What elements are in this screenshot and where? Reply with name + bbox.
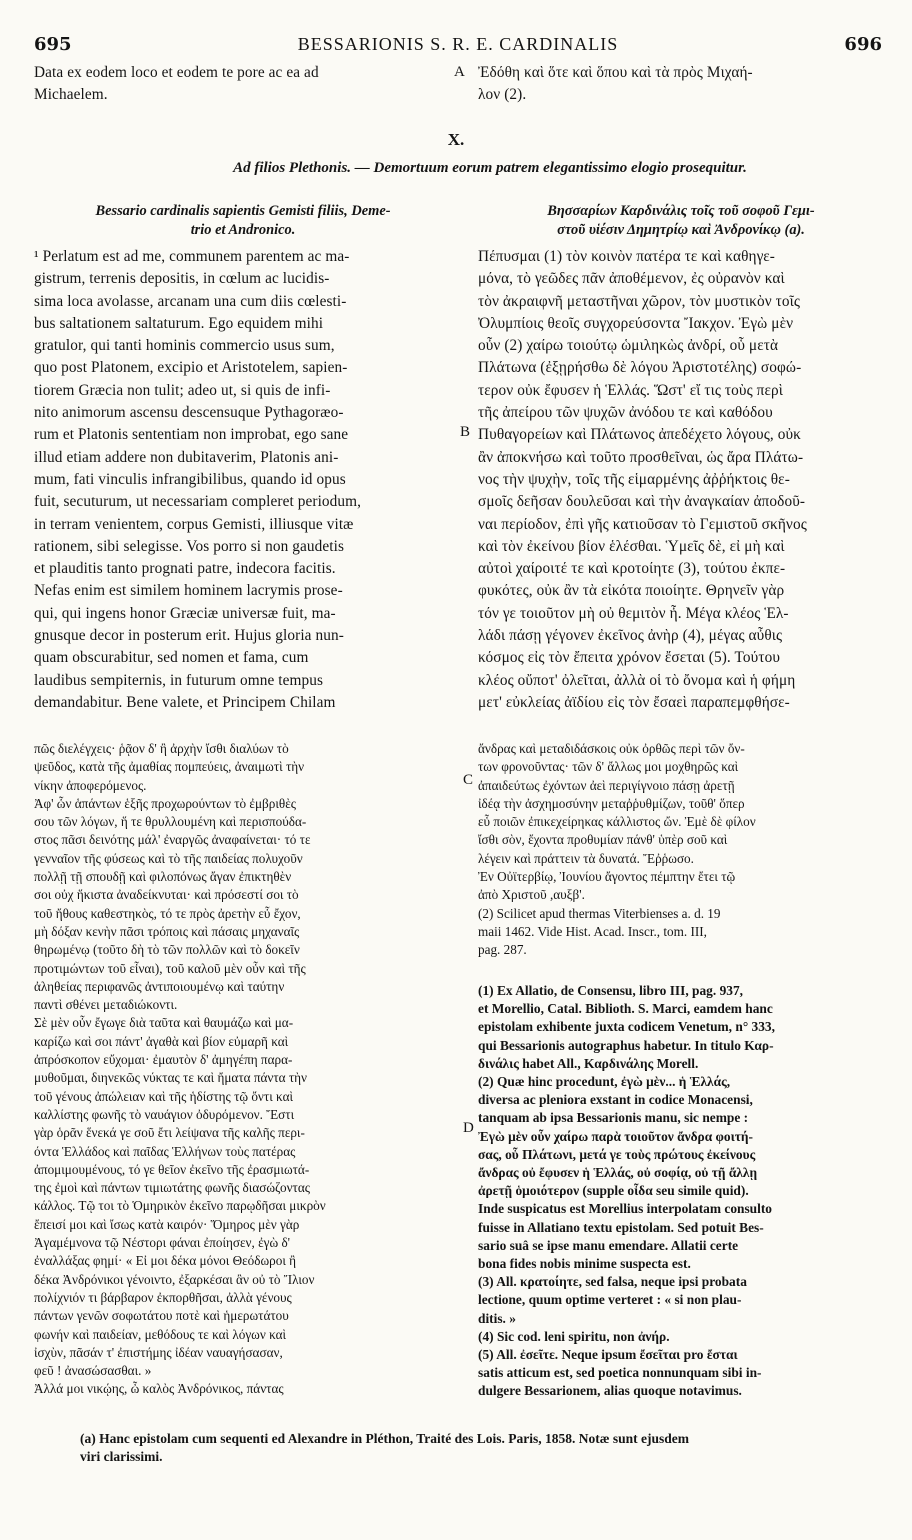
text-line: ἐναλλάξας φημί· « Εἰ μοι δέκα μόνοι Θεόδωροι ἢ <box>34 1253 297 1269</box>
greek-text <box>478 246 884 714</box>
text-line: trio et Andronico. <box>190 222 296 238</box>
text-line: παντὶ σθένει μεταδιώκοντι. <box>34 997 178 1013</box>
text-line: Ἀφ' ὧν ἁπάντων ἑξῆς προχωρούντων τὸ ἐμβριθὲς <box>34 795 296 811</box>
text-line: νος τὴν ψυχὴν, τοῖς τῆς εἱμαρμένης ἀῤῥήκτοις θε- <box>478 470 790 488</box>
text-line: Πλάτωνα (ἐξῃρήσθω δὲ λόγου Ἀριστοτέλης) σοφώ- <box>478 359 802 377</box>
text-line: Michaelem. <box>34 86 108 104</box>
text-line: δινάλις habet All., Καρδινάλης Morell. <box>478 1055 699 1071</box>
editorial-notes <box>478 982 884 1401</box>
text-line: Πυθαγορείων καὶ Πλάτωνος ἀπεδέχετο λόγους, οὐκ <box>478 426 801 444</box>
text-line: στοῦ υἱέσιν Δημητρίῳ καὶ Ἀνδρονίκῳ (a). <box>557 222 805 238</box>
text-line: ἀπαιδεύτως ἐχόντων ἀεὶ περιγίγνοιο πάσῃ ἀρετῇ <box>478 777 735 793</box>
text-line: όντα Ἑλλάδος καὶ παῖδας Ἑλλήνων τοὺς πατέρας <box>34 1143 296 1159</box>
latin-translation <box>34 246 452 714</box>
text-line: Ἐν Οὐϊτερβίῳ, Ἰουνίου ἄγοντος πέμπτην ἔτει τῷ <box>478 869 736 885</box>
text-line: Ἐδόθη καὶ ὅτε καὶ ὅπου καὶ τὰ πρὸς Μιχαή- <box>478 64 753 81</box>
text-line: των φρονοῦντας· τῶν δ' ἄλλως μοι μοχθηρῶς καὶ <box>478 759 739 775</box>
text-line: in terram venientem, corpus Gemisti, illiusque vitæ <box>34 515 354 533</box>
text-line: (a) Hanc epistolam cum sequenti ed Alexandre in Pléthon, Traité des Lois. Paris, 1858. Notæ sunt ejusdem <box>80 1431 690 1446</box>
text-line: ἀπὸ Χριστοῦ ,αυξβ'. <box>478 887 585 903</box>
text-line: φωνήν καὶ παιδείαν, μεθόδους τε καὶ λόγων καὶ <box>34 1326 287 1342</box>
text-line: fuit, secuturum, ut necessariam compleret periodum, <box>34 493 362 511</box>
text-line: κόσμος εἰς τὸν ἔπειτα χρόνον ἔσεται (5). Τούτου <box>478 649 780 667</box>
text-line: τερον οὐκ ἔφυσεν ἡ Ἑλλάς. Ὥστ' εἴ τις τοὺς περὶ <box>478 381 783 399</box>
text-line: Πέπυσμαι (1) τὸν κοινὸν πατέρα τε καὶ καθηγε- <box>478 248 775 265</box>
lower-left-greek <box>34 740 452 1399</box>
text-line: Ἀγαμέμνονα τῷ Νέστορι φάναι ἐποίησεν, ἐγὼ δ' <box>34 1235 291 1251</box>
text-line: pag. 287. <box>478 942 527 958</box>
text-line: (1) Ex Allatio, de Consensu, libro III, pag. 937, <box>478 983 744 998</box>
section-number: X. <box>447 130 465 149</box>
text-line: σας, οὗ Πλάτωνι, μετά γε τοὺς πρώτους ἐκείνους <box>478 1146 756 1162</box>
text-line: κλέος οὔποτ' ὀλεῖται, ἀλλὰ οἱ τὸ ὄνομα καὶ ἡ φήμη <box>478 671 796 689</box>
text-line: γενναῖον τῆς φύσεως καὶ τὸ τῆς παιδείας πολυχοῦν <box>34 850 303 866</box>
text-line: ψεῦδος, κατὰ τῆς ἀμαθίας πομπεύεις, ἀναιμωτὶ τὴν <box>34 759 305 775</box>
text-line: πολλῇ τῇ σπουδῇ καὶ φιλοπόνως ἄγαν ἐπικτηθὲν <box>34 869 292 885</box>
text-line: ἴσθι σὸν, ἔχοντα προθυμίαν πάνθ' ὑπὲρ σοῦ καὶ <box>478 832 728 848</box>
text-line: rationem, sibi selegisse. Vos porro si non gaudetis <box>34 537 345 555</box>
text-line: ditis. » <box>478 1310 516 1326</box>
text-line: πῶς διελέγχεις· ῥᾷον δ' ἢ ἀρχὴν ἴσθι διαλύων τὸ <box>34 741 289 756</box>
margin-letter-c: C <box>463 772 474 788</box>
page-number-left: 695 <box>34 34 72 55</box>
text-line: ἀπομιμουμένους, τό γε θεῖον ἐκεῖνο τῆς ἐρασμιωτά- <box>34 1161 310 1177</box>
text-line: ἀρετῇ ὁμοιότερον (supple οἶδα seu simile quid). <box>478 1183 749 1199</box>
text-line: (2) Quæ hinc procedunt, ἐγὼ μὲν... ἡ Ἑλλάς, <box>478 1074 731 1090</box>
text-line: μετ' εὐκλείας ἀϊδίου εἰς τὸν ἔσαεὶ παραπεμφθήσε- <box>478 693 790 711</box>
text-line: tanquam ab ipsa Bessarionis manu, sic nempe : <box>478 1110 749 1126</box>
text-line: καρίζω καὶ σοι πάντ' ἀγαθὰ καὶ βίον εὐμαρῆ καὶ <box>34 1033 289 1049</box>
text-line: qui, qui ingens honor Græciæ universæ fuit, ma- <box>34 604 336 622</box>
text-line: οὖν (2) χαίρω τοιούτῳ ὡμιληκὼς ἀνδρί, οὗ μετὰ <box>478 337 779 355</box>
text-line: Bessario cardinalis sapientis Gemisti filiis, Deme- <box>95 203 391 219</box>
text-line: μόνα, τὸ γεῶδες πᾶν ἀποθέμενον, ἐς οὐρανὸν καὶ <box>478 270 785 288</box>
margin-letter-b: B <box>460 424 471 440</box>
latin-address <box>34 202 452 240</box>
text-line: ἄνδρας οὐ ἔφυσεν ἡ Ἑλλάς, οὐ σοφίᾳ, οὐ τῇ ἄλλῃ <box>478 1165 758 1181</box>
text-line: ἰσχὺν, πᾶσάν τ' ἐπιστήμης ἰδέαν ναυαγήσασαν, <box>34 1344 283 1360</box>
text-line: δέκα Ἀνδρόνικοι γένοιντο, ἐξαρκέσαι ἂν οὐ τὸ Ἴλιον <box>34 1271 315 1287</box>
text-line: bona fides nobis minime suspecta est. <box>478 1256 691 1272</box>
text-line: (2) Scilicet apud thermas Viterbienses a. d. 19 <box>478 905 721 921</box>
text-line: et Morellio, Catal. Biblioth. S. Marci, eamdem hanc <box>478 1001 773 1017</box>
text-line: qui Bessarionis autographus habetur. In titulo Καρ- <box>478 1037 774 1053</box>
text-line: (5) All. ἐσεῖτε. Neque ipsum ἔσεῖται pro ἔσται <box>478 1347 738 1363</box>
text-line: Ὀλυμπίοις θεοῖς συγχορεύσοντα Ἴακχον. Ἐγὼ μὲν <box>478 314 794 332</box>
text-line: diversa ac pleniora exstant in codice Monacensi, <box>478 1092 753 1108</box>
text-line: Inde suspicatus est Morellius interpolatam consulto <box>478 1201 772 1217</box>
running-header <box>34 34 882 58</box>
text-line: εὖ ποιῶν ἐπικεχείρηκας κάλλιστος ὤν. Ἐμὲ δὲ φίλον <box>478 814 756 830</box>
text-line: καλλίστης φωνῆς τὸ ναυάγιον ὀδυρόμενον. Ἔστι <box>34 1106 295 1122</box>
text-line: (4) Sic cod. leni spiritu, non ἀνήρ. <box>478 1328 670 1344</box>
text-line: σου τῶν λόγων, ἥ τε θρυλλουμένη καὶ περισπούδα- <box>34 814 307 830</box>
text-line: Data ex eodem loco et eodem te pore ac ea ad <box>34 64 319 81</box>
text-line: τὸν ἀκραιφνῆ μεταστῆναι χῶρον, τὸν μυστικὸν τοῖς <box>478 292 801 310</box>
text-line: Nefas enim est similem hominem lacrymis prose- <box>34 582 343 600</box>
text-line: προτιμώντων τοῦ εἶναι), τοῦ καλοῦ μὲν οὖν καὶ τῆς <box>34 960 306 976</box>
margin-letter-a: A <box>454 64 465 80</box>
text-line: ἀπρόσκοπον εὔχομαι· ἐμαυτὸν δ' ἀμηγέπη παρα- <box>34 1052 293 1068</box>
text-line: σμοῖς δεῆσαν δουλεῦσαι καὶ τὴν ἀναγκαίαν ἀποδοῦ- <box>478 493 806 511</box>
text-line: et plauditis tanto prognati patre, indecora facitis. <box>34 560 336 578</box>
text-line: σοι οὐχ ἥκιστα ἀναδείκνυται· καὶ πρόσεστί σοι τὸ <box>34 887 299 903</box>
text-line: Ἀλλά μοι νικῴης, ὦ καλὸς Ἀνδρόνικος, πάντας <box>34 1381 284 1397</box>
text-line: satis atticum est, sed poetica nonnunquam sibi in- <box>478 1365 762 1381</box>
text-line: πολίχνιόν τι βάρβαρον ἐκπορθῆσαι, ἀλλὰ γένους <box>34 1289 292 1305</box>
text-line: ναι περίοδον, ἐπὶ γῆς κατιοῦσαν τὸ Γεμιστοῦ σκῆνος <box>478 515 807 533</box>
text-line: της ἐμοὶ καὶ πάντων τιμιωτάτης φωνῆς διασώζοντας <box>34 1180 310 1196</box>
text-line: κάλλος. Τῷ τοι τὸ Ὁμηρικὸν ἐκεῖνο παρῳδῆσαι μικρὸν <box>34 1198 326 1214</box>
text-line: tiorem Græcia non tulit; adeo ut, si quis de infi- <box>34 381 331 399</box>
text-line: maii 1462. Vide Hist. Acad. Inscr., tom. III, <box>478 923 707 939</box>
margin-letter-d: D <box>463 1120 474 1136</box>
top-greek-block <box>478 62 884 107</box>
greek-address <box>478 202 884 240</box>
text-line: φεῦ ! ἀνασώσασθαι. » <box>34 1363 152 1379</box>
text-line: τοῦ γένους ἀπώλειαν καὶ τῆς ἡδίστης τῷ ὄντι καὶ <box>34 1088 294 1104</box>
text-line: μὴ δόξαν κενὴν πᾶσι τρόποις καὶ πάσαις μηχαναῖς <box>34 923 300 939</box>
text-line: φυκότες, οὐκ ἂν τὰ εἰκότα ποιοίητε. Θρηνεῖν γὰρ <box>478 582 785 600</box>
text-line: epistolam exhibente juxta codicem Venetum, n° 333, <box>478 1019 775 1035</box>
letter-summary: Ad filios Plethonis. — Demortuum eorum patrem elegantissimo elogio prosequitur. <box>233 160 747 176</box>
text-line: ¹ Perlatum est ad me, communem parentem ac ma- <box>34 248 350 265</box>
lower-right-greek <box>478 740 884 960</box>
text-line: λέγειν καὶ πράττειν τὰ δυνατά. Ἔῤῥωσο. <box>478 850 694 866</box>
text-line: λάδι πάσῃ γέγονεν ἐκεῖνος ἀνὴρ (4), μέγας αὖθις <box>478 627 783 645</box>
text-line: gratulor, qui tanti hominis commercio usus sum, <box>34 337 335 355</box>
page-number-right: 696 <box>844 34 882 55</box>
text-line: γὰρ ὁρᾶν ἕνεκά γε σοῦ ἔτι λείψανα τῆς καλῆς περι- <box>34 1125 305 1141</box>
text-line: Σὲ μὲν οὖν ἔγωγε διὰ ταῦτα καὶ θαυμάζω καὶ μα- <box>34 1015 294 1031</box>
text-line: αὐτοὶ χαίροιτέ τε καὶ κροτοίητε (3), τούτου ἐκπε- <box>478 560 786 578</box>
text-line: rum et Platonis sententiam non improbat, ego sane <box>34 426 349 444</box>
text-line: Βησσαρίων Καρδινάλις τοῖς τοῦ σοφοῦ Γεμι- <box>547 203 815 219</box>
text-line: ἄνδρας καὶ μεταδιδάσκοις οὐκ ὀρθῶς περὶ τῶν ὄν- <box>478 741 745 756</box>
text-line: καὶ τὸν ἐκείνου βίον ἑλέσθαι. Ὑμεῖς δὲ, εἰ μὴ καὶ <box>478 537 785 555</box>
top-latin-block <box>34 62 452 107</box>
text-line: fuisse in Allatiano textu epistolam. Sed potuit Bes- <box>478 1219 764 1235</box>
text-line: mum, fati vinculis infrangibilibus, quando id opus <box>34 470 346 488</box>
text-line: illud etiam addere non dubitaverim, Platonis ani- <box>34 448 339 466</box>
text-line: bus saltationem saltaturum. Ego equidem mihi <box>34 314 324 332</box>
running-title: BESSARIONIS S. R. E. CARDINALIS <box>297 34 619 54</box>
text-line: sario suâ se ipse manu emendare. Allatii certe <box>478 1237 739 1253</box>
text-line: ἂν ἀποκνήσω καὶ τοῦτο προσθεῖναι, ὡς ἄρα Πλάτω- <box>478 448 804 466</box>
text-line: viri clarissimi. <box>80 1449 163 1464</box>
text-line: laudibus sempiternis, in futurum omne tempus <box>34 671 324 689</box>
text-line: quo post Platonem, excipio et Aristotelem, sapien- <box>34 359 348 377</box>
text-line: θηρωμένῳ (τοῦτο δὴ τὸ τῶν πολλῶν καὶ τὸ δοκεῖν <box>34 942 300 958</box>
text-line: πάντων γενῶν σοφωτάτου ποτὲ καὶ ἡμερωτάτου <box>34 1308 289 1324</box>
footnote <box>80 1430 888 1466</box>
text-line: στος πᾶσι δεινότης μάλ' ἐναργῶς ἀναφαίνεται· τό τε <box>34 832 311 848</box>
text-line: ἀληθείας περιφανῶς ἀντιποιουμένῳ καὶ ταύτην <box>34 978 285 994</box>
text-line: τῆς ἀπείρου τῶν ψυχῶν ἀνόδου τε καὶ καθόδου <box>478 404 773 422</box>
text-line: dulgere Bessarionem, alias quoque notavimus. <box>478 1383 742 1399</box>
text-line: sima loca avolasse, arcanam una cum diis cœlesti- <box>34 292 347 310</box>
text-line: ἔπεισί μοι καὶ ἴσως κατὰ καιρόν· Ὅμηρος μὲν γὰρ <box>34 1216 300 1232</box>
text-line: (3) All. κρατοίητε, sed falsa, neque ipsi probata <box>478 1274 747 1290</box>
text-line: ἰδέᾳ τὴν ἀσχημοσύνην μεταῤῥυθμίζων, τοῦθ' ὅπερ <box>478 795 745 811</box>
text-line: Ἐγὼ μὲν οὖν χαίρω παρὰ τοιοῦτον ἄνδρα φοιτή- <box>478 1128 753 1144</box>
text-line: τόν γε τοιοῦτον μὴ οὐ θεμιτὸν ἦ. Μέγα κλέος Ἑλ- <box>478 604 789 622</box>
text-line: gnusque decor in posterum erit. Hujus gloria nun- <box>34 627 344 645</box>
text-line: μυθοῦμαι, διηνεκῶς νύκτας τε καὶ ἤματα πάντα τὴν <box>34 1070 308 1086</box>
text-line: demandabitur. Bene valete, et Principem Chilam <box>34 693 336 711</box>
text-line: nito animorum ascensu descensuque Pythagoræo- <box>34 404 344 422</box>
text-line: gistrum, terrenis depositis, in cœlum ac lucidis- <box>34 270 330 288</box>
text-line: λον (2). <box>478 86 527 104</box>
text-line: lectione, quum optime verteret : « si non plau- <box>478 1292 742 1308</box>
text-line: τοῦ ἤθους καθεστηκὸς, τό τε πρὸς ἀρετὴν εὖ ἔχον, <box>34 905 301 921</box>
text-line: quam obscurabitur, sed nomen et fama, cum <box>34 649 309 667</box>
text-line: νίκην ἀποφερόμενος. <box>34 777 147 793</box>
